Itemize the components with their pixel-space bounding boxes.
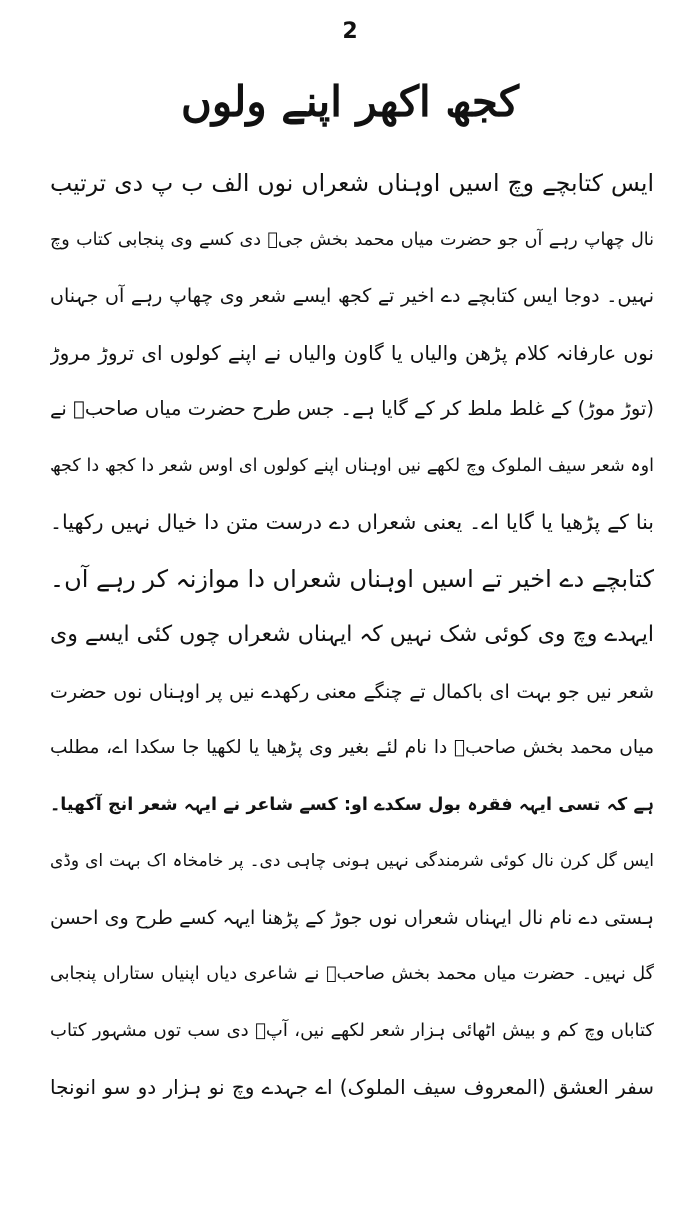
text-line: نوں عارفانہ کلام پڑھن والیاں یا گاون والیاں نے اپنے کولوں ای تروڑ مروڑ <box>50 340 654 365</box>
page-number: 2 <box>342 19 358 44</box>
text-line: ایہدے وچ وی کوئی شک نہیں کہ ایہناں شعراں چوں کئی ایسے وی <box>50 622 654 647</box>
text-line: میاں محمد بخش صاحبؒ دا نام لئے بغیر وی پڑھیا یا لکھیا جا سکدا اے، مطلب <box>50 737 654 758</box>
text-line: شعر نیں جو بہت ای باکمال تے چنگے معنی رکھدے نیں پر اوہناں نوں حضرت <box>50 680 654 703</box>
text-line: نہیں۔ دوجا ایس کتابچے دے اخیر تے کجھ ایسے شعر وی چھاپ رہے آں جہناں <box>50 285 654 307</box>
text-line: سفر العشق (المعروف سیف الملوک) اے جہدے وچ نو ہزار دو سو انونجا <box>50 1075 654 1099</box>
body-text <box>50 155 654 1116</box>
text-line: اوہ شعر سیف الملوک وچ لکھے نیں اوہناں اپنے کولوں ای اوس شعر دا کجھ دا کجھ <box>50 455 654 476</box>
text-line: ہے کہ تسی ایہہ فقرہ بول سکدے او: کسے شاعر نے ایہہ شعر انج آکھیا۔ <box>50 794 654 815</box>
text-line: ایس کتابچے وچ اسیں اوہناں شعراں نوں الف ب پ دی ترتیب <box>50 169 654 197</box>
text-line: گل نہیں۔ حضرت میاں محمد بخش صاحبؒ نے شاعری دیاں اپنیاں ستاراں پنجابی <box>50 964 654 984</box>
text-line: کتاباں وچ کم و بیش اٹھائی ہزار شعر لکھے نیں، آپؒ دی سب توں مشہور کتاب <box>50 1019 654 1041</box>
page-title: کجھ اکھر اپنے ولوں <box>181 77 519 126</box>
text-line: کتابچے دے اخیر تے اسیں اوہناں شعراں دا موازنہ کر رہے آں۔ <box>50 564 654 593</box>
text-line: (توڑ موڑ) کے غلط ملط کر کے گایا ہے۔ جس طرح حضرت میاں صاحبؒ نے <box>50 397 654 420</box>
text-line: ہستی دے نام نال ایہناں شعراں نوں جوڑ کے پڑھنا ایہہ کسے طرح وی احسن <box>50 906 654 929</box>
text-line: بنا کے پڑھیا یا گایا اے۔ یعنی شعراں دے درست متن دا خیال نہیں رکھیا۔ <box>50 510 654 534</box>
text-line: نال چھاپ رہے آں جو حضرت میاں محمد بخش جیؒ دی کسے وی پنجابی کتاب وچ <box>50 229 654 250</box>
text-line: ایس گل کرن نال کوئی شرمندگی نہیں ہونی چاہی دی۔ پر خامخاہ اک بہت ای وڈی <box>50 851 654 871</box>
